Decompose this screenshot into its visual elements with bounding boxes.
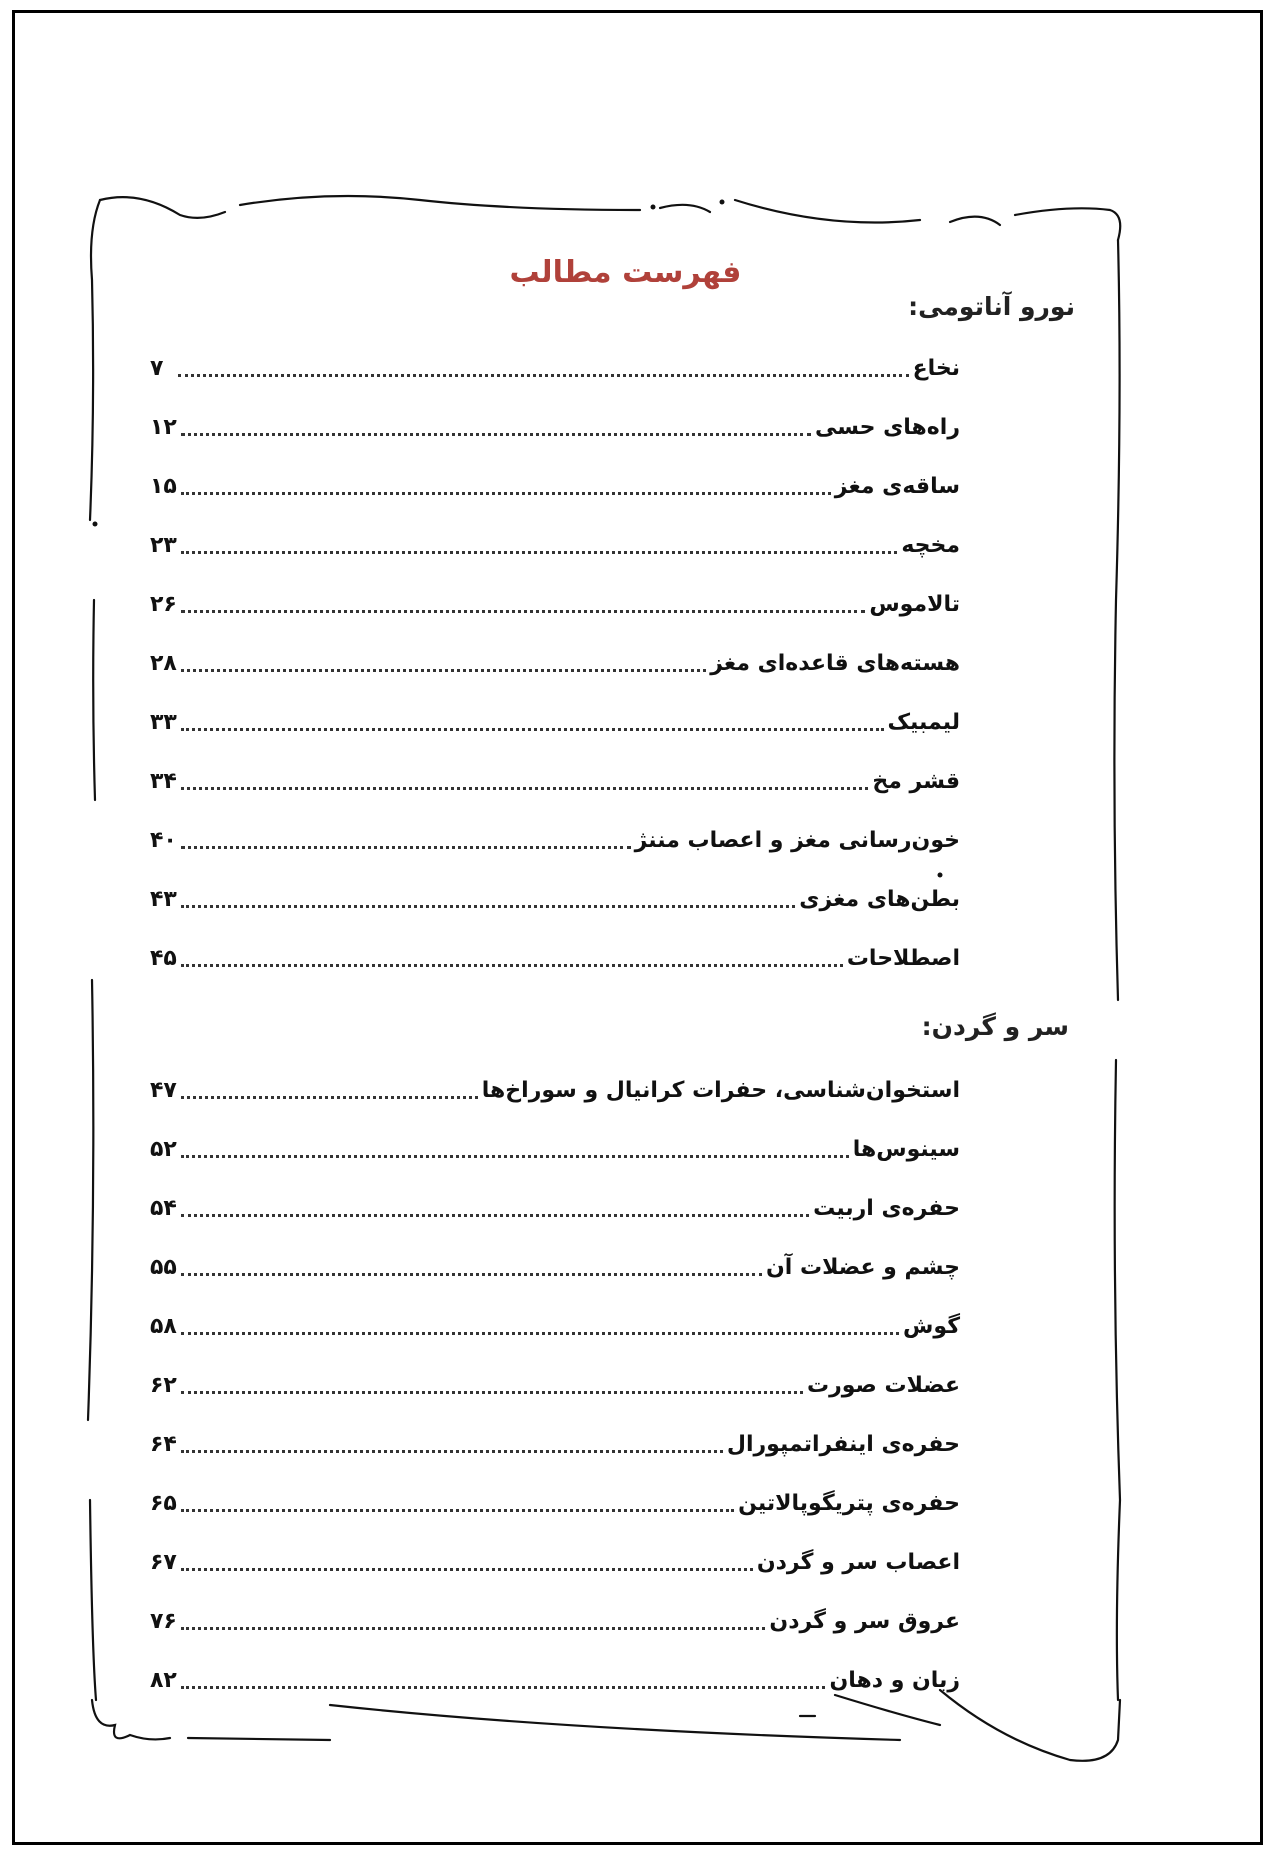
dot-leader: [181, 1390, 803, 1394]
toc-entry[interactable]: [150, 643, 960, 679]
entry-label: اعصاب سر و گردن: [756, 1550, 960, 1575]
toc-entry[interactable]: [150, 938, 960, 974]
dot-leader: [181, 1508, 734, 1512]
toc-entry[interactable]: [150, 1601, 960, 1637]
dot-leader: [181, 1095, 478, 1099]
toc-entry[interactable]: [150, 1424, 960, 1460]
entry-page-number: ۵۸: [150, 1314, 177, 1339]
toc-entry[interactable]: [150, 702, 960, 738]
entry-label: راه‌های حسی: [814, 415, 960, 440]
toc-entry[interactable]: [150, 1483, 960, 1519]
dot-leader: [181, 727, 884, 731]
entry-page-number: ۷: [150, 356, 164, 381]
entry-page-number: ۳۳: [150, 710, 177, 735]
toc-entry[interactable]: [150, 1070, 960, 1106]
toc-entry[interactable]: [150, 407, 960, 443]
toc-title: فهرست مطالب: [509, 255, 742, 290]
entry-label: ساقه‌ی مغز: [834, 474, 960, 499]
toc-entry[interactable]: [150, 348, 960, 384]
entry-page-number: ۵۵: [150, 1255, 177, 1280]
entry-label: قشر مخ: [872, 769, 960, 794]
entry-page-number: ۲۸: [150, 651, 177, 676]
entry-page-number: ۶۴: [150, 1432, 177, 1457]
entry-page-number: ۵۲: [150, 1137, 177, 1162]
entry-label: هسته‌های قاعده‌ای مغز: [710, 651, 960, 676]
entry-page-number: ۶۲: [150, 1373, 177, 1398]
entry-label: عروق سر و گردن: [769, 1609, 960, 1634]
entry-page-number: ۱۵: [150, 474, 177, 499]
toc-entry[interactable]: [150, 1365, 960, 1401]
dot-leader: [181, 1272, 762, 1276]
entry-page-number: ۳۴: [150, 769, 177, 794]
toc-entry[interactable]: [150, 1306, 960, 1342]
entry-label: لیمبیک: [887, 710, 960, 735]
entry-label: سینوس‌ها: [852, 1137, 960, 1162]
dot-leader: [181, 1331, 899, 1335]
toc-entry[interactable]: [150, 1129, 960, 1165]
entry-label: زبان و دهان: [829, 1668, 960, 1693]
entry-page-number: ۵۴: [150, 1196, 177, 1221]
entry-page-number: ۸۲: [150, 1668, 177, 1693]
toc-entry[interactable]: [150, 1188, 960, 1224]
entry-page-number: ۴۵: [150, 946, 177, 971]
toc-entry[interactable]: [150, 584, 960, 620]
toc-entry[interactable]: [150, 1660, 960, 1696]
entry-label: خون‌رسانی مغز و اعصاب مننژ: [634, 828, 960, 853]
toc-entry[interactable]: [150, 466, 960, 502]
dot-leader: [181, 1213, 809, 1217]
toc-entry[interactable]: [150, 1542, 960, 1578]
entry-page-number: ۷۶: [150, 1609, 177, 1634]
dot-leader: [181, 1685, 826, 1689]
entry-label: حفره‌ی پتریگوپالاتین: [738, 1491, 960, 1516]
section-heading-head-neck: سر و گردن:: [921, 1012, 1069, 1041]
dot-leader: [181, 432, 811, 436]
dot-leader: [181, 845, 631, 849]
dot-leader: [181, 1154, 849, 1158]
toc-entry[interactable]: [150, 525, 960, 561]
entry-label: تالاموس: [869, 592, 960, 617]
dot-leader: [181, 550, 897, 554]
dot-leader: [181, 1626, 766, 1630]
entry-page-number: ۲۳: [150, 533, 177, 558]
entry-label: مخچه: [901, 533, 960, 558]
entry-label: چشم و عضلات آن: [766, 1255, 960, 1280]
toc-entry[interactable]: [150, 820, 960, 856]
entry-label: استخوان‌شناسی، حفرات کرانیال و سوراخ‌ها: [481, 1078, 960, 1103]
entry-page-number: ۴۷: [150, 1078, 177, 1103]
entry-page-number: ۴۳: [150, 887, 177, 912]
entry-label: گوش: [903, 1314, 960, 1339]
entry-label: نخاع: [912, 356, 960, 381]
entry-label: حفره‌ی اربیت: [813, 1196, 960, 1221]
entry-label: حفره‌ی اینفراتمپورال: [726, 1432, 960, 1457]
toc-entry[interactable]: [150, 879, 960, 915]
dot-leader: [181, 491, 831, 495]
entry-page-number: ۶۵: [150, 1491, 177, 1516]
entry-label: اصطلاحات: [846, 946, 960, 971]
dot-leader: [181, 1449, 723, 1453]
section-heading-neuroanatomy: نورو آناتومی:: [908, 292, 1075, 321]
dot-leader: [181, 963, 843, 967]
toc-entry[interactable]: [150, 1247, 960, 1283]
dot-leader: [181, 668, 706, 672]
entry-page-number: ۴۰: [150, 828, 177, 853]
entry-label: بطن‌های مغزی: [799, 887, 960, 912]
dot-leader: [181, 786, 869, 790]
dot-leader: [181, 609, 865, 613]
dot-leader: [181, 1567, 753, 1571]
dot-leader: [181, 904, 795, 908]
toc-entry[interactable]: [150, 761, 960, 797]
entry-page-number: ۶۷: [150, 1550, 177, 1575]
entry-page-number: ۲۶: [150, 592, 177, 617]
entry-label: عضلات صورت: [806, 1373, 960, 1398]
entry-page-number: ۱۲: [150, 415, 177, 440]
dot-leader: [178, 373, 909, 377]
